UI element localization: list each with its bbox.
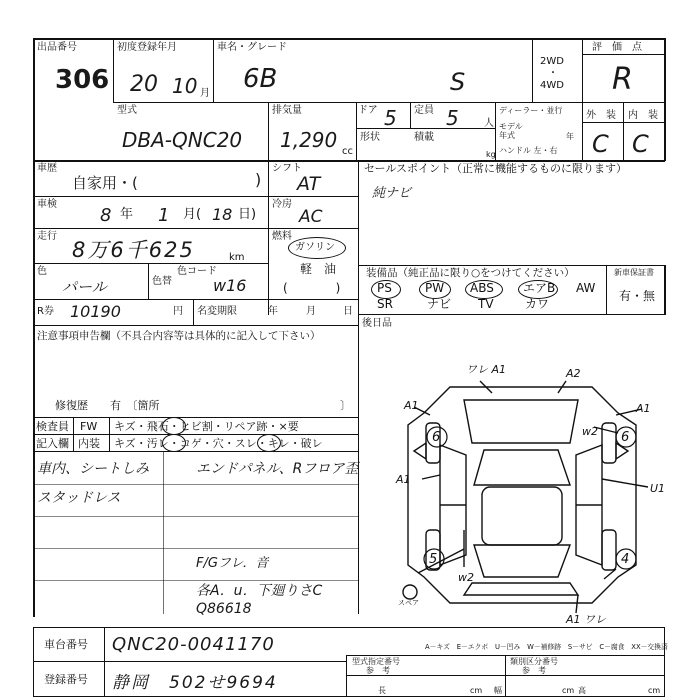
height-label: 高 (578, 686, 586, 695)
equip-navi: ナビ (427, 297, 452, 311)
capacity-label: 定員 (414, 105, 434, 116)
displacement-label: 排気量 (272, 105, 302, 116)
wear-circle (257, 434, 281, 452)
sales-point-label: セールスポイント（正常に機能するものに限ります） (364, 162, 628, 175)
warranty-label: 新車保証書 (614, 268, 654, 277)
wheel-rear-right (602, 530, 616, 570)
chip-circle (162, 417, 186, 435)
interior-items: キズ・汚レ・コゲ・穴・スレ・キレ・破レ (114, 437, 323, 450)
inspection-month-unit: 月( (183, 207, 202, 222)
sales-point-text: 純ナビ (372, 186, 412, 201)
name-change-day: 日 (343, 306, 353, 317)
doors-value: 5 (384, 106, 397, 130)
note-right-1: エンドパネル、Rフロア歪 (196, 461, 359, 477)
width-label: 幅 (494, 686, 502, 695)
note-right-4: Q86618 (196, 601, 252, 617)
yen-unit: 円 (173, 306, 183, 317)
equip-aw: AW (576, 281, 596, 295)
stain-circle (162, 434, 186, 452)
first-registration-year: 20 (130, 72, 158, 97)
car-name: 6B (243, 64, 278, 94)
ps-circle (371, 280, 401, 299)
notes-label: 注意事項申告欄（不具合内容等は具体的に記入して下さい） (37, 330, 321, 342)
name-change-label: 名変期限 (197, 306, 237, 317)
evaluation-score: R (612, 62, 633, 97)
car-roof (482, 487, 562, 545)
mileage-label: 走行 (37, 231, 57, 242)
model-label: 型式 (117, 105, 137, 116)
usage-close: ) (255, 170, 262, 189)
left-mirror (414, 443, 426, 459)
width-unit: cm (562, 686, 575, 695)
lot-number: 306 (55, 65, 110, 95)
note-left-1: 車内、シートしみ (37, 461, 149, 477)
front-windshield (474, 450, 570, 485)
rear-window (474, 545, 570, 577)
name-change-year: 年 (268, 306, 278, 317)
registration-number: 静岡 502せ9694 (112, 673, 278, 693)
trunk (464, 583, 578, 595)
lot-number-label: 出品番号 (37, 42, 77, 53)
equip-abs: ABS (470, 281, 494, 295)
mark-wheel-fl: 6 (432, 430, 441, 445)
registration-label: 登録番号 (44, 673, 88, 686)
type-designation-ref: 参 考 (366, 666, 390, 675)
inspection-day: 18 (212, 205, 233, 224)
category-label: 類別区分番号 (510, 657, 558, 666)
car-name-label: 車名・グレード (217, 42, 287, 53)
repair-label: 修復歴 有 〔箇所 (55, 399, 160, 412)
mark-left-upper: A1 (404, 399, 419, 412)
model-code: DBA-QNC20 (122, 128, 243, 152)
length-unit: cm (470, 686, 483, 695)
repair-close: 〕 (340, 399, 351, 412)
equip-sr: SR (377, 297, 393, 311)
interior-tag: 内装 (78, 437, 100, 450)
equip-leather: カワ (525, 297, 550, 311)
evaluation-label: 評 価 点 (592, 42, 642, 53)
damage-legend: A－キズ E－エクボ U－凹み W－補修跡 S－サビ C－腐食 XX－交換済 (425, 643, 668, 651)
first-registration-label: 初度登録年月 (117, 42, 177, 53)
inspection-day-unit: 日) (238, 207, 257, 222)
fuel-label: 燃料 (272, 231, 292, 242)
length-label: 長 (378, 686, 386, 695)
color-label: 色 (37, 266, 47, 277)
first-registration-month: 10 (172, 74, 198, 98)
model-year-label: モデル年式 (499, 122, 523, 140)
shape-label: 形状 (360, 132, 380, 143)
equip-tv: TV (478, 297, 494, 311)
mark-top-left: ワレ A1 (466, 363, 507, 376)
mark-bottom-right: A1 ワレ (566, 613, 607, 625)
km-unit: km (229, 252, 245, 263)
fuel-gasoline-circle (288, 237, 346, 259)
inspector-label-2: 記入欄 (36, 437, 69, 450)
mark-wheel-fr: 6 (621, 430, 630, 445)
drive-2wd: 2WD (540, 56, 564, 67)
color-value: パール (62, 278, 107, 296)
ac-value: AC (299, 207, 323, 227)
note-right-2: F/Gフレ．音 (196, 556, 269, 571)
fuel-diesel: 軽 油 (300, 262, 337, 276)
chassis-number: QNC20-0041170 (112, 634, 275, 655)
note-right-3: 各A．u．下廻りさC (196, 583, 323, 599)
shift-value: AT (297, 173, 321, 195)
color-code-value: w16 (213, 276, 247, 295)
grade: S (450, 68, 466, 96)
inspection-year-unit: 年 (120, 207, 134, 222)
car-damage-diagram (380, 355, 680, 625)
fw-items: キズ・飛石・ヒビ割・リペア跡・×要 (114, 420, 299, 433)
spare-tire (403, 585, 417, 599)
mileage-value: 8万6千625 (72, 238, 195, 262)
inspection-month: 1 (158, 205, 170, 226)
mark-left-w2: w2 (458, 571, 474, 584)
warranty-value: 有・無 (619, 289, 656, 303)
drive-4wd: 4WD (540, 80, 564, 91)
hood (464, 400, 578, 443)
cc-unit: cc (342, 146, 353, 157)
exterior-label: 外 装 (586, 110, 616, 121)
equip-airbag: エアB (523, 281, 556, 295)
pw-circle (419, 280, 451, 299)
person-unit: 人 (484, 118, 494, 129)
displacement-value: 1,290 (280, 128, 338, 152)
capacity-value: 5 (446, 106, 459, 130)
usage-value: 自家用・( (72, 174, 138, 192)
ac-label: 冷房 (272, 199, 292, 210)
equip-ps: PS (377, 281, 392, 295)
kg-unit: kg (486, 150, 496, 159)
drive-dot: ・ (548, 68, 558, 79)
recycle-amount: 10190 (70, 302, 121, 321)
color-code-label: 色コード (177, 266, 217, 277)
mark-wheel-rr: 4 (621, 552, 630, 567)
fuel-paren: ( ) (283, 281, 341, 295)
month-unit: 月 (200, 88, 210, 99)
handle-label: ハンドル 左・右 (499, 146, 558, 155)
dealer-label: ディーラー・並行 (499, 106, 563, 115)
equipment-label: 装備品（純正品に限り○をつけてください） (366, 267, 575, 279)
history-label: 車歴 (37, 163, 57, 174)
fuel-gasoline: ガソリン (295, 242, 335, 253)
type-designation-label: 型式指定番号 (352, 657, 400, 666)
mark-left-mid: A1 (396, 473, 411, 486)
name-change-month: 月 (306, 306, 316, 317)
category-ref: 参 考 (522, 666, 546, 675)
spare-label: スペア (398, 599, 419, 607)
mark-right-upper: A1 (636, 402, 651, 415)
mark-wheel-rl: 5 (429, 552, 438, 567)
inspection-label: 車検 (37, 199, 57, 210)
mark-top-right: A2 (566, 367, 581, 380)
shift-label: シフト (272, 163, 302, 174)
interior-grade: C (632, 130, 649, 158)
height-unit: cm (648, 686, 661, 695)
abs-circle (465, 280, 503, 299)
after-fit-label: 後日品 (362, 318, 392, 329)
color-change-label: 色替 (152, 276, 172, 287)
mark-right-w2: w2 (582, 425, 598, 438)
exterior-grade: C (592, 130, 609, 158)
year-unit: 年 (566, 132, 574, 141)
airbag-circle (518, 280, 558, 299)
interior-label: 内 装 (628, 110, 658, 121)
mark-right-mid: U1 (650, 482, 666, 495)
fw-tag: FW (80, 420, 98, 433)
door-label: ドア (358, 105, 378, 116)
load-label: 積載 (414, 132, 434, 143)
inspection-year: 8 (100, 205, 112, 226)
equip-pw: PW (425, 281, 445, 295)
inspector-label-1: 検査員 (36, 420, 69, 433)
chassis-label: 車台番号 (44, 638, 88, 651)
recycle-label: R券 (37, 306, 54, 317)
right-mirror (616, 443, 628, 459)
note-left-2: スタッドレス (37, 490, 121, 506)
